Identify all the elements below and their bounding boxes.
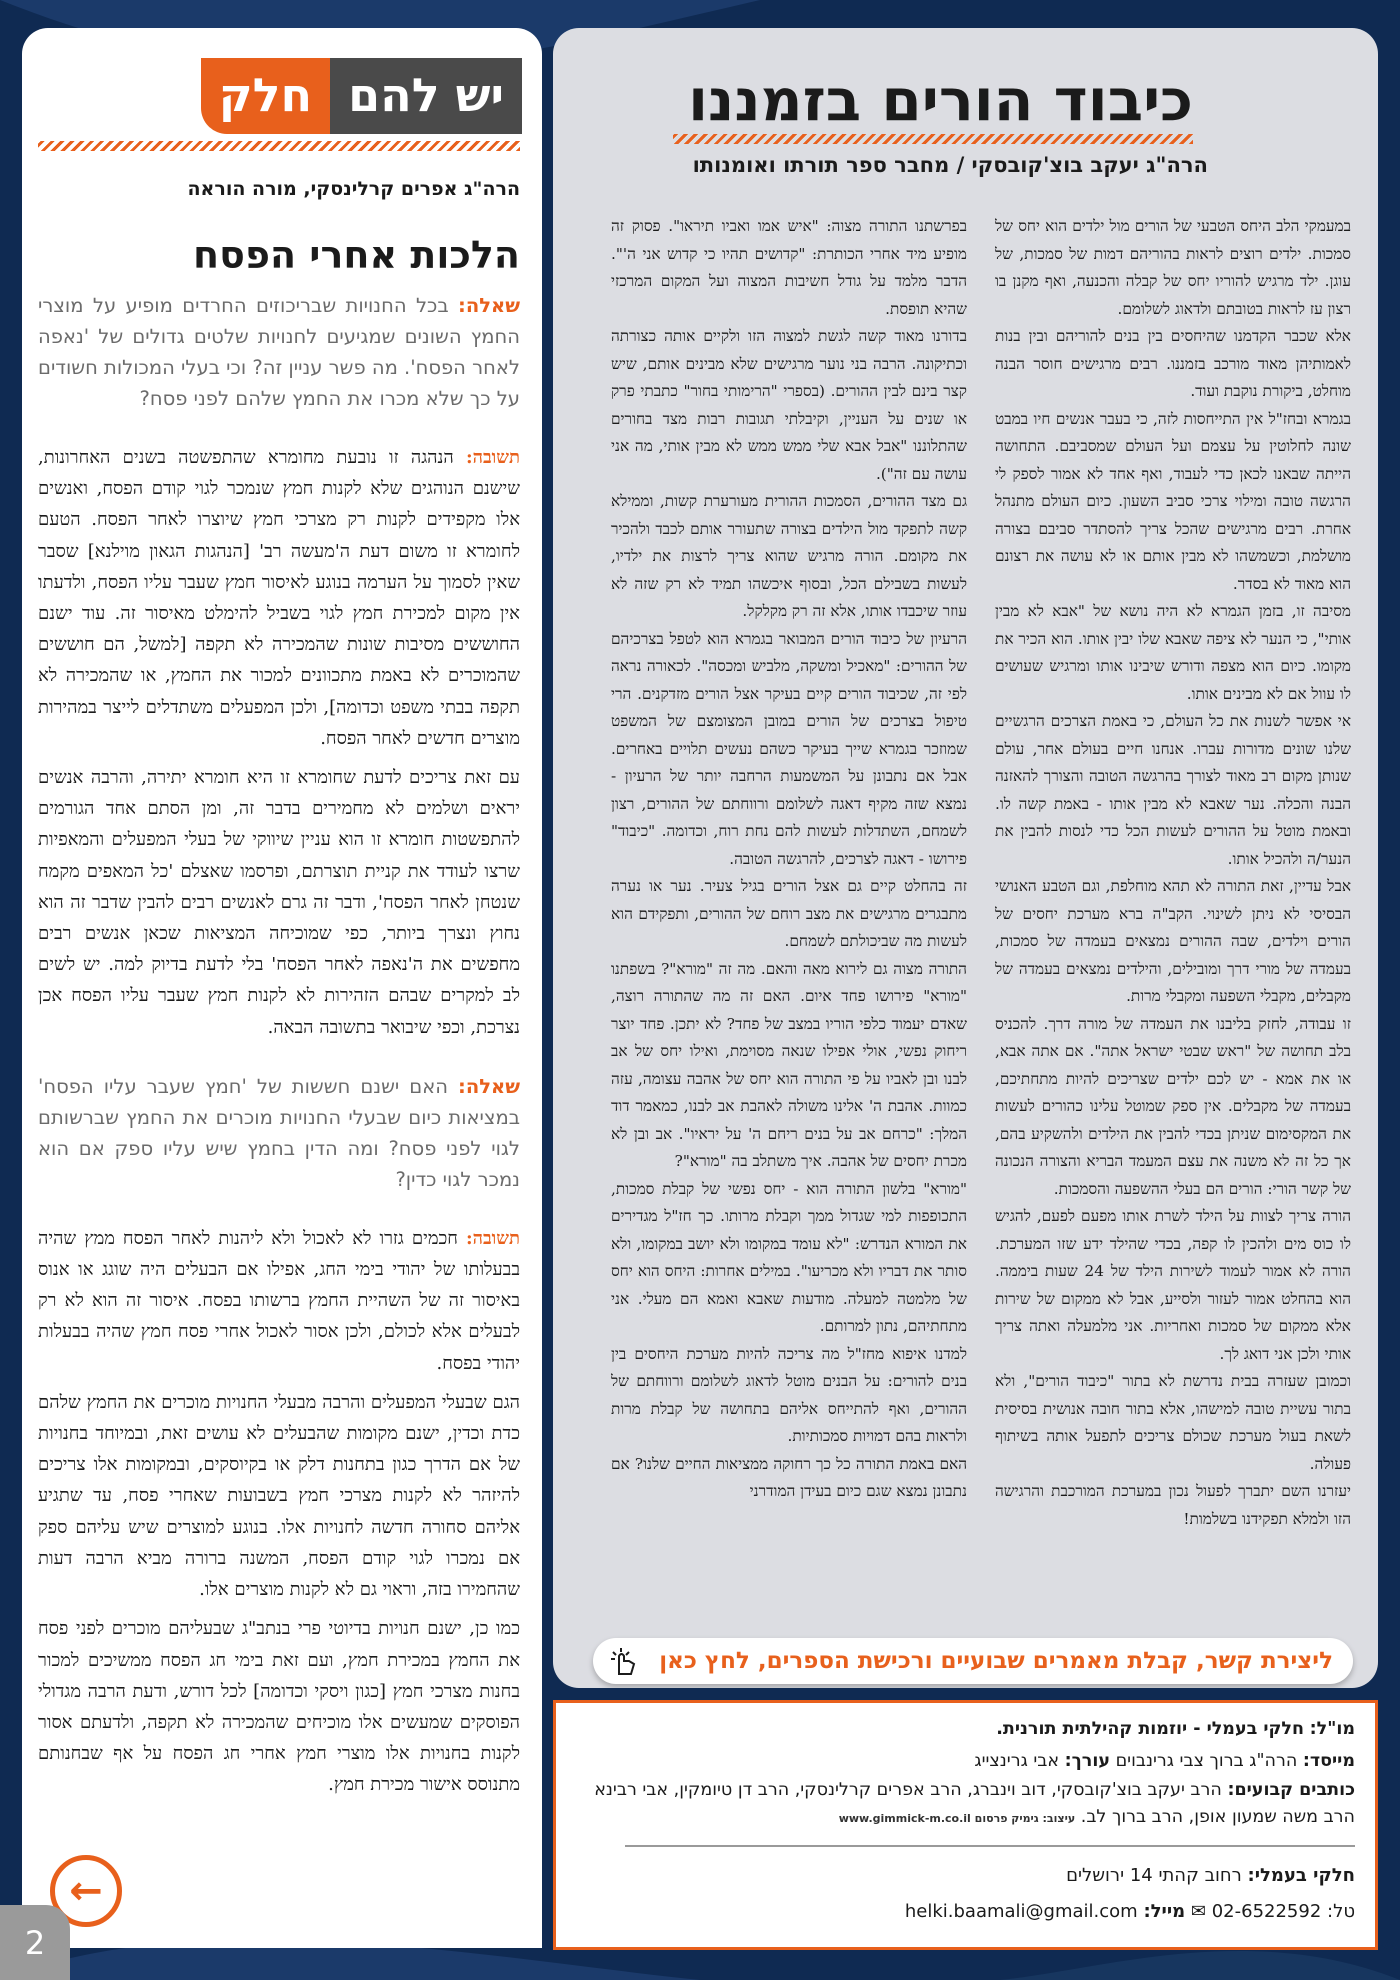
paragraph: התורה מצוה גם לירוא מאה והאם. מה זה "מורא"? בשפתנו "מורא" פירושו פחד איום. האם זה מה שהתורה רוצה, שאדם יעמוד כלפי הוריו במצב של פחד? לא יתכן. פחד יוצר ריחוק נפשי, אולי אפילו שנאה מסוימת, ואילו יחס של אב לבנו ובן לאביו על פי התורה הוא יחס של אהבה עצומה, עזה כמוות. אהבת ה' אלינו משולה לאהבת אב לבנו, כמאמר דוד המלך: "כרחם אב על בנים ריחם ה' על יראיו". אב ובן לא מכרת יחסים של אהבה. איך משתלב בה "מורא"?: [611, 959, 967, 1170]
column-title-banner: [201, 58, 522, 134]
answer-label: תשובה:: [466, 1227, 520, 1249]
credits-box: [553, 1700, 1378, 1950]
answer-1-paragraph-2: עם זאת צריכים לדעת שחומרא זו היא חומרא יתירה, והרבה אנשים יראים ושלמים לא מחמירים בדבר זה, ומן הסתם אחד הגורמים להתפשטות חומרא זו הוא עניין שיווקי של בעלי המפעלים והמאפיות שרצו לעודד את קניית תוצרתם, ופרסמו שאצלם 'כל המאפים מקמח שנטחן לאחר הפסח', ודבר זה גרם לאנשים רבים להבין שדבר זה הוא נחוץ ונצרך ביותר, כפי שמוכיחה המציאות שכאן אנשים רבים מחפשים את ה'נאפה לאחר הפסח' בלי לדעת בדיוק למה. יש לשים לב למקרים שבהם הזהירות לא לקנות חמץ שעבר עליו הפסח אכן נצרכת, וכפי שיבואר בתשובה הבאה.: [38, 767, 520, 1038]
column-title-part1: יש להם: [330, 58, 522, 134]
paragraph: מסיבה זו, בזמן הגמרא לא היה נושא של "אבא לא מבין אותי", כי הנער לא ציפה שאבא שלו יבין אותו. הוא הכיר את מקומו. כיום הוא מצפה ודורש שיבינו אותו ומרגיש שעושים לו עוול אם לא מבינים אותו.: [995, 602, 1351, 703]
writers-line: כותבים קבועים: הרב יעקב בוצ'קובסקי, דוב וינברג, הרב אפרים קרלינסקי, הרב דן טיומקין, אבי רבינא הרב משה שמעון אופן, הרב ברוך לב. עיצוב: גימיק פרסום www.gimmick-m.co.il: [594, 1780, 1355, 1827]
credits-list: [575, 1713, 1355, 1832]
paragraph: במעמקי הלב היחס הטבעי של הורים מול ילדים הוא יחס של סמכות. ילדים רוצים לראות בהוריהם דמות של סמכות, של עוגן. ילד מרגיש להוריו יחס של קבלה והכנעה, ואף מקנן בו רצון עז לראות בטובתם ולדאוג לשלומם.: [995, 217, 1351, 318]
question-1: שאלה: בכל החנויות שבריכוזים החרדים מופיע על מוצרי החמץ השונים שמגיעים לחנויות שלטים גדולים של 'נאפה לאחר הפסח'. מה פשר עניין זה? וכי בעלי המכולות חשודים על כך שלא מכרו את החמץ שלהם לפני פסח?: [38, 294, 520, 410]
answer-2-paragraph-3: כמו כן, ישנם חנויות בדיוטי פרי בנתב"ג שבעליהם מוכרים לפני פסח את החמץ במכירת חמץ, ועם זאת בימי חג הפסח ממשיכים למכור בחנות מצרכי חמץ [כגון ויסקי וכדומה] לכל דורש, ודעת הרבה מגדולי הפוסקים שמעשים אלו מוכיחים שהמכירה לא תקפה, ולדעתם אסור לקנות בחנויות אלו מוצרי חמץ אחרי חג הפסח על אף שבחנותם מתנוסס אישור מכירת חמץ.: [38, 1618, 520, 1796]
decorative-hatch: [38, 141, 520, 151]
publisher-line: מו"ל: חלקי בעמלי - יוזמות קהילתית תורנית.: [996, 1719, 1355, 1739]
paragraph: זה בהחלט קיים גם אצל הורים בגיל צעיר. נער או נערה מתבגרים מרגישים את מצב רוחם של ההורים, ותפקידם הוא לעשות מה שביכולתם לשמחם.: [611, 877, 967, 950]
address-line: חלקי בעמלי: רחוב קהתי 14 ירושלים: [1066, 1865, 1355, 1886]
paragraph: וכמובן שעזרה בבית נדרשת לא בתור "כיבוד הורים", ולא בתור עשיית טובה למישהו, אלא בתור חובה אנושית בסיסית לשאת בעול מערכת שכולם צריכים לתפעל אותה בשיתוף פעולה.: [995, 1372, 1351, 1473]
paragraph: גם מצד ההורים, הסמכות ההורית מעורערת קשות, וממילא קשה לתפקד מול הילדים בצורה שתעורר אותם לכבד ולהכיר את מקומם. הורה מרגיש שהוא צריך לרצות את ילדיו, לעשות בשבילם הכל, ובסוף איכשהו תמיד לא רק שזה לא עוזר שיכבדו אותו, אלא זה רק מקלקל.: [611, 492, 967, 620]
contact-details: [575, 1858, 1355, 1930]
halacha-body: [38, 290, 520, 1809]
paragraph: הורה צריך לצוות על הילד לשרת אותו מפעם לפעם, להגיש לו כוס מים ולהכין לו קפה, בכדי שהילד ידע שזו המערכת. הורה לא אמור לעמוד לשירות הילד של 24 שעות ביממה. הוא בהחלט אמור לעזור ולסייע, אבל לא ממקום של שירות אלא ממקום של סמכות ואחריות. אני מלמעלה ואתה צריך אותי ולכן אני דואג לך.: [995, 1207, 1351, 1363]
paragraph: "מורא" בלשון התורה הוא - יחס נפשי של קבלת סמכות, התכופפות למי שגדול ממך וקבלת מרותו. כך חז"ל מגדירים את המורא הנדרש: "לא עומד במקומו ולא יושב במקומו, ולא סותר את דבריו ולא מכריעו". במילים אחרות: היחס הוא יחס של מלמטה למעלה. מודעות שאבא ואמא הם מעלי. אני מתחתיהם, נתון למרותם.: [611, 1179, 967, 1335]
paragraph: הרעיון של כיבוד הורים המבואר בגמרא הוא לטפל בצרכיהם של ההורים: "מאכיל ומשקה, מלביש ומכסה". לכאורה נראה לפי זה, שכיבוד הורים קיים בעיקר אצל הורים מזדקנים. הרי טיפול בצרכים של הורים במובן המצומצם של המשפט שמוזכר בגמרא שייך בעיקר כשהם נעשים תלויים באחרים. אבל אם נתבונן על המשמעות הרחבה יותר של הרעיון - נמצא שזה מקיף דאגה לשלומם ורווחתם של ההורים, רצון לשמחם, השתדלות לעשות להם נחת רוח, וכדומה. "כיבוד" פירושו - דאגה לצרכים, להרגשה הטובה.: [611, 629, 967, 868]
divider: [625, 1845, 1355, 1847]
article-author: הרה"ג יעקב בוצ'קובסקי / מחבר ספר תורתו ואומנותו: [692, 153, 1208, 177]
answer-2-paragraph-2: הגם שבעלי המפעלים והרבה מבעלי החנויות מוכרים את החמץ שלהם כדת וכדין, ישנם מקומות שהבעלים לא עושים זאת, ובמיוחד בחנויות של אם הדרך כגון בתחנות דלק או בקיוסקים, ובמקומות אלו צריכים להיזהר לא לקנות מצרכי חמץ בשבועות שאחרי פסח, עד שתגיע אליהם סחורה חדשה לחנויות אלו. בנוגע למוצרים שיש עליהם ספק אם נמכרו לגוי קודם הפסח, המשנה ברורה מביא הרבה דעות שהחמירו בזה, וראוי גם לא לקנות מוצרים אלו.: [38, 1391, 520, 1601]
paragraph: אלא שכבר הקדמנו שהיחסים בין בנים להוריהם ובין בנות לאמותיהן מאוד מורכב בזמננו. רבים מרגישים חוסר הבנה מוחלט, ביקורת נוקבת ועוד.: [995, 327, 1351, 400]
question-label: שאלה:: [458, 1074, 521, 1098]
design-credit: עיצוב: גימיק פרסום www.gimmick-m.co.il: [838, 1812, 1076, 1825]
paragraph: בדורנו מאוד קשה לגשת למצוה הזו ולקיים אותה כצורתה וכתיקונה. הרבה בני נוער מרגישים שלא מבינים אותם, שיש קצר בינם לבין ההורים. (בספרי "הרימותי בחור" כתבתי פרק או שנים על העניין, וקיבלתי תגובות רבות מצד בחורים שהתלוננו "אבל אבא שלי ממש ממש לא מבין אותי, מה אני עושה עם זה").: [611, 327, 967, 483]
column-title-part2: חלק: [201, 58, 330, 134]
paragraph: בגמרא ובחז"ל אין התייחסות לזה, כי בעבר אנשים חיו במבט שונה לחלוטין על עצמם ועל העולם שמסביבם. התחושה הייתה שבאנו לכאן כדי לעבוד, ואף אחד לא אמור לספק לי הרגשה טובה ומילוי צרכי סביב השעון. כיום העולם מתנהל אחרת. רבים מרגישים שהכל צריך להסתדר סביבם בצורה מושלמת, וכשמשהו לא מבין אותם או לא עושה את רצונם הוא מאוד לא בסדר.: [995, 409, 1351, 593]
answer-1: תשובה: הנהגה זו נובעת מחומרא שהתפשטה בשנים האחרונות, שישנם הנוהגים שלא לקנות חמץ שנמכר לגוי קודם הפסח, ואנשים אלו מקפידים לקנות רק מצרכי חמץ שיוצרו לאחר הפסח. הטעם לחומרא זו משום דעת ה'מעשה רב' [הנהגות הגאון מוילנא] שסבר שאין לסמוך על הערמה בנוגע לאיסור חמץ שעבר עליו הפסח, ולדעתו אין מקום למכירת חמץ לגוי בשביל להימלט מאיסור זה. עוד ישנם החוששים מסיבות שונות שהמכירה לא תקפה [למשל, הם חוששים שהמוכרים לא באמת מתכוונים למכור את החמץ, או שהמכירה לא תקפה בבתי משפט וכדומה], ולכן המפעלים משתדלים לייצר במהירות מוצרים חדשים לאחר הפסח.: [38, 447, 520, 749]
paragraph: יעזרנו השם יתברך לפעול נכון במערכת המורכבת והרגישה הזו ולמלא תפקידנו בשלמות!: [995, 1482, 1351, 1528]
decorative-hatch: [673, 134, 1193, 144]
contact-cta-button[interactable]: [593, 1638, 1353, 1684]
paragraph: אבל עדיין, זאת התורה לא תהא מוחלפת, וגם הטבע האנושי הבסיסי לא ניתן לשינוי. הקב"ה ברא מערכת יחסים של הורים וילדים, שבה ההורים נמצאים בעמדה של סמכות, בעמדה של מורי דרך ומובילים, והילדים נמצאים בעמדה של מקבלים, מקבלי השפעה ומקבלי מרות.: [995, 877, 1351, 1005]
answer-2: תשובה: חכמים גזרו לא לאכול ולא ליהנות לאחר הפסח ממץ שהיה בבעלותו של יהודי בימי החג, אפילו אם הבעלים היה שוגג או אנוס באיסור זה של השהיית החמץ ברשותו בפסח. איסור זה הוא לא רק לבעלים אלא לכולם, ולכן אסור לאכול אחרי פסח חמץ שהיה בבעלות יהודי בפסח.: [38, 1227, 521, 1374]
paragraph: זו עבודה, לחזק בליבנו את העמדה של מורה דרך. להכניס בלב תחושה של "ראש שבטי ישראל אתה". אם אתה אבא, או את אמא - יש לכם ילדים שצריכים להיות מתחתיכם, בעמדה של מקבלים. אין ספק שמוטל עלינו כהורים לעשות את המקסימום שניתן בכדי להבין את הילדים ולהשקיע בהם, אך כל זה לא משנה את עצם המעמד הבריא והצורה הנכונה של קשר הורי: הורים הם בעלי ההשפעה והסמכות.: [995, 1014, 1351, 1198]
column-heading: הלכות אחרי הפסח: [193, 233, 520, 277]
paragraph: אי אפשר לשנות את כל העולם, כי באמת הצרכים הרגשיים שלנו שונים מדורות עברו. אנחנו חיים בעולם אחר, עולם שנותן מקום רב מאוד לצורך בהרגשה הטובה והצורך להאזנה הבנה והכלה. נער שאבא לא מבין אותו - באמת קשה לו. ובאמת מוטל על ההורים לעשות הכל כדי לנסות להבין את הנער/ה ולהכיל אותו.: [995, 712, 1351, 868]
article-column-2: [995, 213, 1351, 1648]
paragraph: למדנו איפוא מחז"ל מה צריכה להיות מערכת היחסים בין בנים להורים: על הבנים מוטל לדאוג לשלומם ורווחתם של ההורים, ואף להתייחס אליהם בתחושה של קבלת מרות ולראות בהם דמויות סמכותיות.: [611, 1344, 967, 1445]
article-column-1: [611, 213, 967, 1648]
paragraph: האם באמת התורה כל כך רחוקה ממציאות החיים שלנו? אם נתבונן נמצא שגם כיום בעידן המודרני: [611, 1454, 967, 1500]
question-label: שאלה:: [458, 294, 520, 317]
article-title: כיבוד הורים בזמננו: [688, 66, 1193, 134]
pointer-hand-icon: [601, 1644, 641, 1678]
email-link[interactable]: helki.baamali@gmail.com: [904, 1901, 1138, 1922]
column-author: הרה"ג אפרים קרלינסקי, מורה הוראה: [187, 178, 520, 200]
founder-line: מייסד: הרה"ג ברוך צבי גרינבוים עורך: אבי גרינצייג: [974, 1751, 1355, 1771]
phone-number: טל: 02-6522592: [1211, 1901, 1355, 1922]
paragraph: בפרשתנו התורה מצוה: "איש אמו ואביו תיראו". פסוק זה מופיע מיד אחרי הכותרת: "קדושים תהיו כי קדוש אני ה'". הדבר מלמד על גודל חשיבות המצוה ועל המקום המרכזי שהיא תופסת.: [611, 217, 967, 318]
phone-email-line: טל: 02-6522592 ✉ מייל: helki.baamali@gmail.com: [904, 1901, 1355, 1922]
article-columns: [611, 213, 1351, 1648]
main-article-panel: [553, 28, 1378, 1688]
halacha-column: [22, 28, 542, 1948]
cta-label: ליצירת קשר, קבלת מאמרים שבועיים ורכישת הספרים, לחץ כאן: [659, 1648, 1333, 1674]
page-number: 2: [0, 1905, 70, 1980]
answer-label: תשובה:: [465, 447, 520, 468]
question-2: שאלה: האם ישנם חששות של 'חמץ שעבר עליו הפסח' במציאות כיום שבעלי החנויות מוכרים את החמץ שברשותם לגוי לפני פסח? ומה הדין בחמץ שיש עליו ספק אם הוא נמכר לגוי כדין?: [38, 1074, 521, 1191]
envelope-icon: ✉: [1190, 1901, 1206, 1922]
previous-page-arrow-icon[interactable]: ←: [50, 1855, 122, 1927]
